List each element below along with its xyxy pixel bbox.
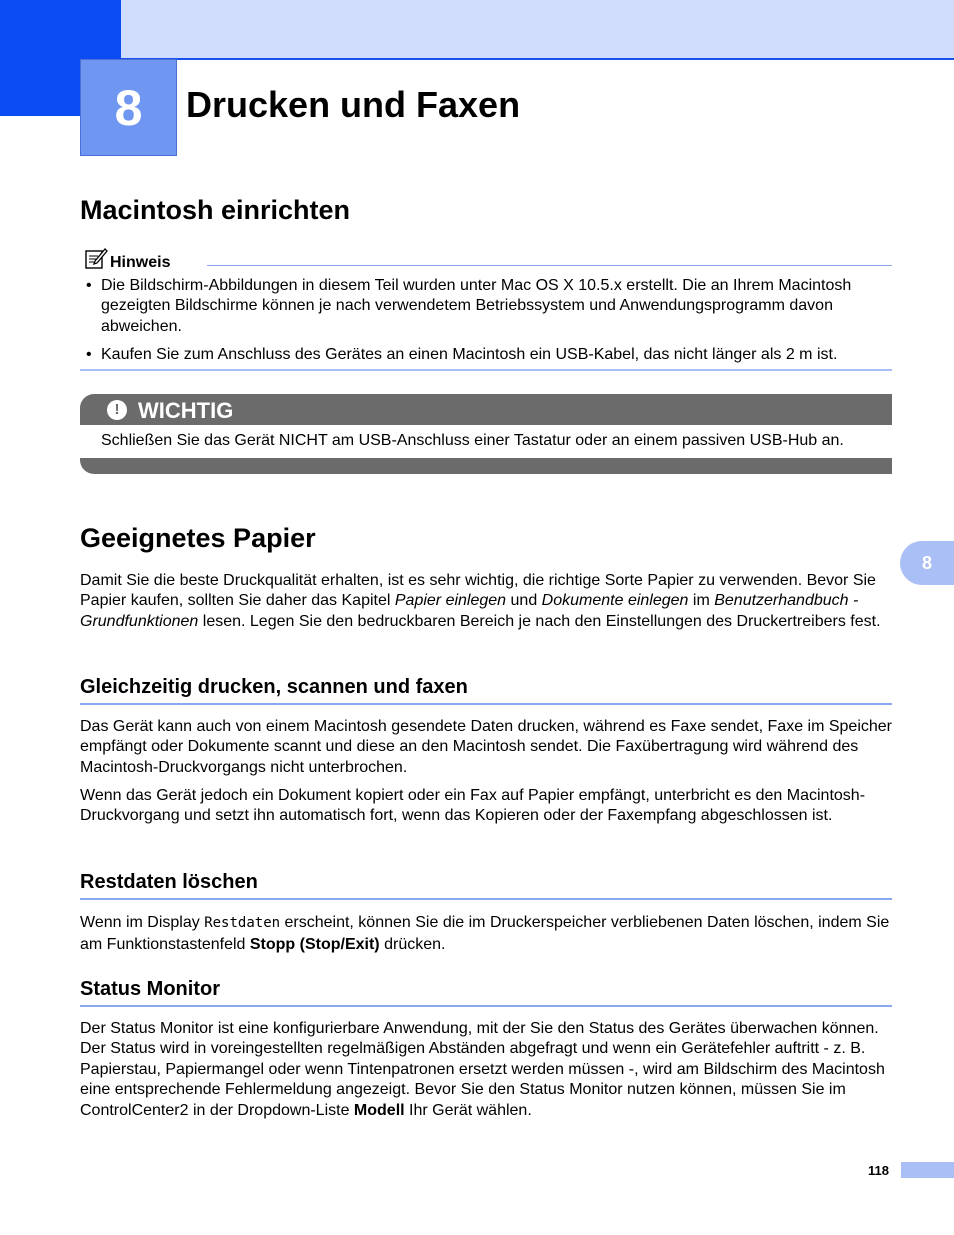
text-run: Wenn im Display	[80, 914, 205, 931]
exclamation-icon: !	[107, 400, 127, 420]
chapter-number-box	[80, 59, 177, 156]
header-band	[120, 0, 954, 60]
note-item: • Kaufen Sie zum Anschluss des Gerätes an einen Macintosh ein USB-Kabel, das nicht länger als 2 m ist.	[80, 345, 892, 365]
paper-intro	[80, 571, 892, 632]
note-pencil-icon	[84, 246, 108, 270]
key-name: Stopp (Stop/Exit)	[249, 936, 380, 953]
section-title-paper: Geeignetes Papier	[80, 523, 316, 553]
dropdown-name: Modell	[353, 1101, 405, 1119]
note-list	[80, 276, 892, 374]
chapter-title: Drucken und Faxen	[186, 84, 521, 125]
page-number: 118	[868, 1163, 889, 1178]
important-bottom-bar	[80, 458, 892, 474]
status-paragraph	[80, 1019, 892, 1121]
reference-benutzerhandbuch: Benutzerhandbuch - Grundfunktionen	[80, 592, 859, 630]
note-rule-top	[207, 265, 892, 266]
text-run: und	[506, 592, 542, 610]
note-header	[84, 246, 170, 270]
important-text: Schließen Sie das Gerät NICHT am USB-Anschluss einer Tastatur oder an einem passiven USB-Hub an.	[101, 432, 844, 449]
text-run: Damit Sie die beste Druckqualität erhalten, ist es sehr wichtig, die richtige Sorte Papier zu verwenden. Bevor Sie Papier kaufen, sollten Sie daher das Kapitel	[80, 572, 876, 610]
subsection-rule	[80, 703, 892, 705]
subsection-title-restdaten: Restdaten löschen	[80, 871, 258, 893]
important-label: WICHTIG	[138, 398, 234, 423]
subsection-title-status-monitor: Status Monitor	[80, 978, 220, 1000]
section-title-macintosh: Macintosh einrichten	[80, 195, 351, 225]
reference-dokumente-einlegen: Dokumente einlegen	[541, 592, 689, 610]
text-run: drücken.	[379, 936, 446, 953]
subsection-rule	[80, 1005, 892, 1007]
text-run: Der Status Monitor ist eine konfigurierbare Anwendung, mit der Sie den Status des Gerätes überwachen können. Der Status wird in voreingestellten regelmäßigen Abständen abgefragt und wenn ein Gerätefehler auftritt - z. B. Papierstau, Papiermangel oder wenn Tintenpatronen ersetzt werden müssen -, wird am Bildschirm des Macintosh eine entsprechende Fehlermeldung angezeigt. Bevor Sie den Status Monitor nutzen können, müssen Sie im ControlCenter2 in der Dropdown-Liste	[80, 1020, 885, 1119]
chapter-number: 8	[114, 79, 143, 136]
note-label: Hinweis	[110, 254, 171, 271]
text-run: im	[688, 592, 715, 610]
reference-papier-einlegen: Papier einlegen	[394, 592, 507, 610]
note-rule-bottom	[80, 369, 892, 371]
simultan-paragraph-2: Wenn das Gerät jedoch ein Dokument kopiert oder ein Fax auf Papier empfängt, unterbricht es den Macintosh-Druckvorgang und setzt ihn automatisch fort, wenn das Kopieren oder der Faxempfang abgeschlossen ist.	[80, 787, 866, 825]
chapter-side-tab: 8	[900, 541, 954, 585]
text-run: erscheint, können Sie die im Druckerspeicher verbliebenen Daten löschen, indem Sie am Funktionstastenfeld	[80, 914, 890, 953]
display-message: Restdaten	[204, 915, 281, 931]
subsection-title-simultan: Gleichzeitig drucken, scannen und faxen	[80, 676, 468, 698]
restdaten-paragraph	[80, 912, 892, 956]
note-item: • Die Bildschirm-Abbildungen in diesem Teil wurden unter Mac OS X 10.5.x erstellt. Die an Ihrem Macintosh gezeigten Bildschirme können je nach verwendetem Betriebssystem und Anwendungsprogramm davon abweichen.	[80, 276, 892, 337]
simultan-paragraph-1: Das Gerät kann auch von einem Macintosh gesendete Daten drucken, während es Faxe sendet, Faxe im Speicher empfängt oder Dokumente scannt und diese an den Macintosh sendet. Die Faxübertragung wird während des Macintosh-Druckvorgangs nicht unterbrochen.	[80, 718, 893, 776]
text-run: Ihr Gerät wählen.	[404, 1101, 532, 1119]
footer-band	[901, 1162, 954, 1178]
text-run: lesen. Legen Sie den bedruckbaren Bereich je nach den Einstellungen des Druckertreibers fest.	[198, 612, 881, 630]
subsection-rule	[80, 898, 892, 900]
